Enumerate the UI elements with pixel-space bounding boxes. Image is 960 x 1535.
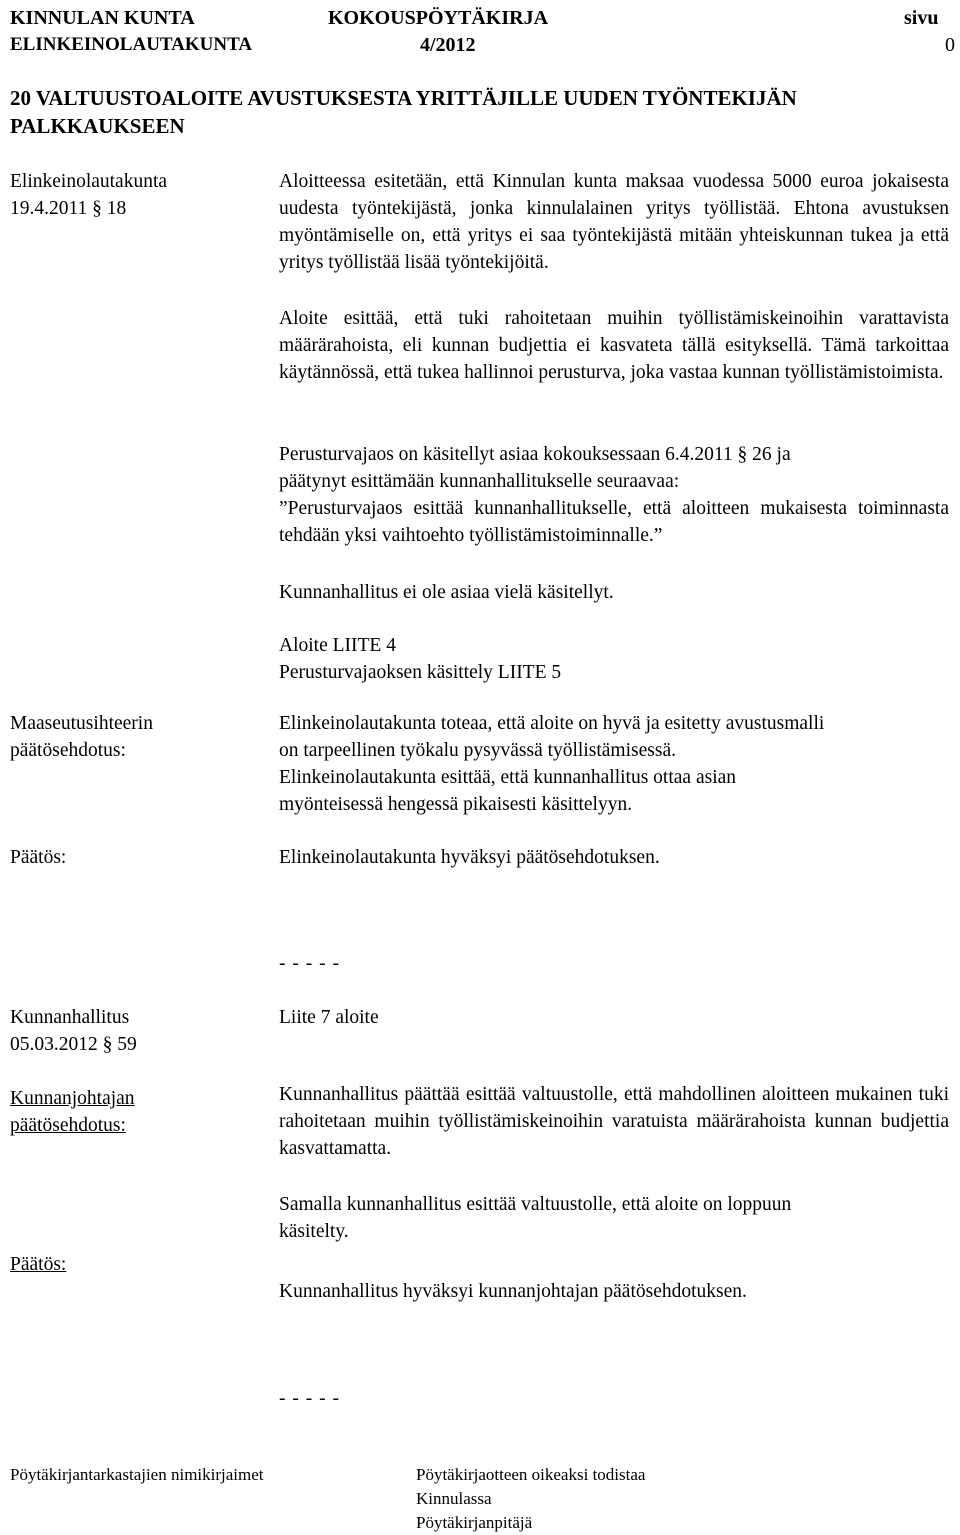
section2-proposal-label-2: päätösehdotus: [10, 1115, 126, 1136]
footer-certify-label: Pöytäkirjaotteen oikeaksi todistaa [416, 1465, 646, 1484]
attachment-2: Perusturvajaoksen käsittely LIITE 5 [279, 662, 562, 683]
meeting-number: 4/2012 [420, 34, 476, 56]
section2-proposal-label-1: Kunnanjohtajan [10, 1088, 135, 1109]
proposal-line-4: myönteisessä hengessä pikaisesti käsittelyyn. [279, 794, 633, 815]
section1-proposal [279, 710, 949, 818]
note-line-2: käsitelty. [279, 1221, 349, 1242]
section1-decision: Elinkeinolautakunta hyväksyi päätösehdotuksen. [279, 847, 660, 868]
section1-proposal-label-2: päätösehdotus: [10, 740, 126, 761]
section1-decision-label: Päätös: [10, 847, 67, 868]
separator-1: - - - - - [279, 953, 340, 974]
proposal-line-1: Elinkeinolautakunta toteaa, että aloite on hyvä ja esitetty avustusmalli [279, 713, 825, 734]
section2-note [279, 1191, 949, 1245]
section1-paragraph-4: Kunnanhallitus ei ole asiaa vielä käsitellyt. [279, 582, 614, 603]
para3-quote: ”Perusturvajaos esittää kunnanhallitukselle, että aloitteen mukaisesta toiminnasta tehdään yksi vaihtoehto työllistämistoiminnalle.” [279, 498, 949, 546]
para3-line-1: Perusturvajaos on käsitellyt asiaa kokouksessaan 6.4.2011 § 26 ja [279, 444, 791, 465]
page-number: 0 [945, 34, 955, 56]
footer-place: Kinnulassa [416, 1489, 492, 1508]
committee-name: ELINKEINOLAUTAKUNTA [10, 34, 253, 55]
note-line-1: Samalla kunnanhallitus esittää valtuustolle, että aloite on loppuun [279, 1194, 792, 1215]
footer-secretary-label: Pöytäkirjanpitäjä [416, 1513, 533, 1532]
case-title: 20 VALTUUSTOALOITE AVUSTUKSESTA YRITTÄJILLE UUDEN TYÖNTEKIJÄN PALKKAUKSEEN [10, 86, 797, 138]
separator-2: - - - - - [279, 1388, 340, 1409]
para3-line-2: päätynyt esittämään kunnanhallitukselle seuraavaa: [279, 471, 680, 492]
section2-attachment: Liite 7 aloite [279, 1007, 379, 1028]
footer-initials-label: Pöytäkirjantarkastajien nimikirjaimet [10, 1465, 264, 1484]
document-type: KOKOUSPÖYTÄKIRJA [328, 7, 549, 29]
section2-proposal: Kunnanhallitus päättää esittää valtuustolle, että mahdollinen aloitteen mukainen tuki rahoitetaan muihin työllistämiskeinoihin varatuista määrärahoista kunnan budjettia kasvattamatta. [279, 1084, 949, 1159]
section1-body-label: Elinkeinolautakunta [10, 171, 168, 192]
attachment-1: Aloite LIITE 4 [279, 635, 396, 656]
section1-paragraph-1: Aloitteessa esitetään, että Kinnulan kunta maksaa vuodessa 5000 euroa jokaisesta uudesta työntekijästä, jonka kinnulalainen yritys työllistää. Ehtona avustuksen myöntämiselle on, että yritys ei saa työntekijästä mitään yhteiskunnan tukea ja että yritys työllistää lisää työntekijöitä. [279, 171, 949, 273]
section2-date-label: 05.03.2012 § 59 [10, 1034, 137, 1055]
org-name: KINNULAN KUNTA [10, 7, 195, 29]
section1-paragraph-3 [279, 441, 949, 549]
section2-body-label: Kunnanhallitus [10, 1007, 130, 1028]
section2-decision-label: Päätös: [10, 1254, 67, 1275]
section1-paragraph-2: Aloite esittää, että tuki rahoitetaan muihin työllistämiskeinoihin varattavista määrärahoista, eli kunnan budjettia ei kasvateta tällä esityksellä. Tämä tarkoittaa käytännössä, että tukea hallinnoi perusturva, joka vastaa kunnan työllistämistoimista. [279, 308, 949, 383]
section2-decision: Kunnanhallitus hyväksyi kunnanjohtajan päätösehdotuksen. [279, 1281, 747, 1302]
proposal-line-3: Elinkeinolautakunta esittää, että kunnanhallitus ottaa asian [279, 767, 737, 788]
section1-date-label: 19.4.2011 § 18 [10, 198, 127, 219]
page-label: sivu [904, 7, 939, 29]
attachment-list [279, 632, 949, 686]
section1-proposal-label-1: Maaseutusihteerin [10, 713, 153, 734]
proposal-line-2: on tarpeellinen työkalu pysyvässä työllistämisessä. [279, 740, 676, 761]
